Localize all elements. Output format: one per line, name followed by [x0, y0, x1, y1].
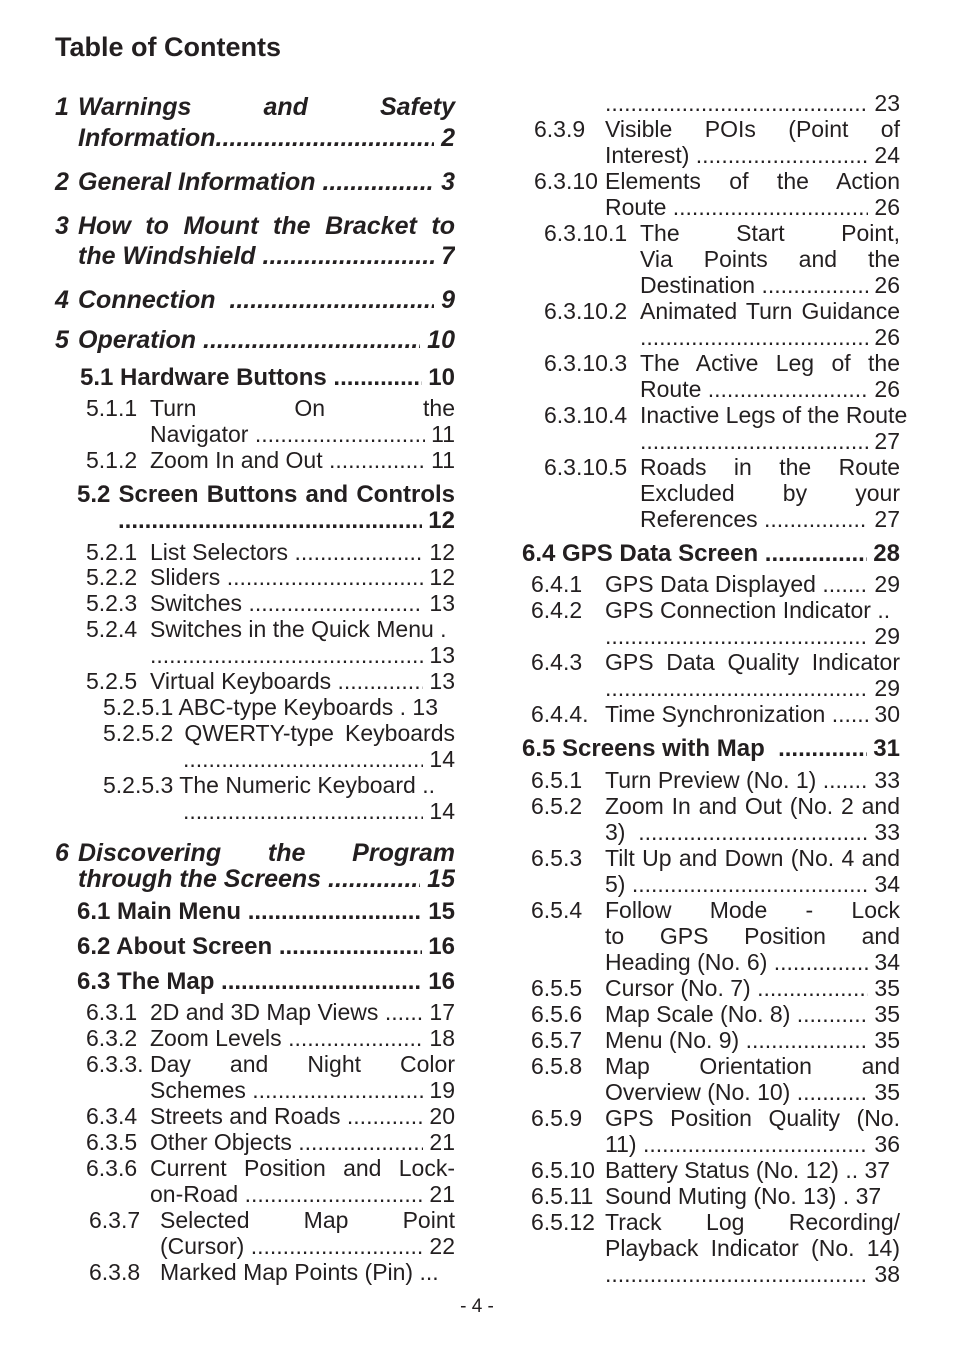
toc-entry-number: 6.3.9: [534, 116, 586, 142]
toc-entry: [0, 220, 954, 246]
toc-entry-page: 26: [868, 272, 900, 298]
toc-entry: [0, 871, 954, 897]
toc-entry-title: 6.5 Screens with Map: [522, 735, 779, 762]
toc-entry-page: 21: [423, 1129, 455, 1155]
toc-entry-page: 30: [868, 701, 900, 727]
toc-entry-page: 35: [868, 975, 900, 1001]
toc-entry-text: Excluded by your: [640, 480, 900, 506]
toc-dot-leader: [632, 871, 868, 897]
toc-entry-text: Inactive Legs of the Route: [640, 402, 908, 428]
page-number: - 4 -: [460, 1296, 494, 1317]
toc-entry-text: [605, 767, 900, 793]
toc-dot-leader: [746, 1027, 868, 1053]
toc-entry-page: 13: [423, 642, 455, 668]
toc-entry-text: 5.2.5.3 The Numeric Keyboard ..: [103, 772, 435, 798]
toc-dot-leader: [757, 975, 868, 1001]
toc-entry-title: 6.2 About Screen: [77, 933, 279, 960]
toc-entry-text: GPS Connection Indicator ..: [605, 597, 891, 623]
toc-entry-page: 12: [423, 539, 455, 565]
toc-entry-text: GPS Position Quality (No.: [605, 1105, 900, 1131]
toc-entry: [0, 376, 954, 402]
toc-entry-number: 6.4.3: [531, 649, 583, 675]
toc-entry: [0, 734, 954, 764]
toc-entry-number: 3: [55, 212, 69, 240]
toc-entry-title: 5): [605, 871, 632, 897]
toc-entry-title: Cursor (No. 7): [605, 975, 758, 1001]
toc-entry-page: 10: [420, 326, 455, 354]
toc-entry-title: Route: [605, 194, 673, 220]
toc-entry-page: 7: [434, 242, 455, 270]
toc-entry-title: Navigator: [150, 421, 255, 447]
toc-dot-leader: [764, 506, 868, 532]
toc-entry-text: to GPS Position and: [605, 923, 900, 949]
toc-entry-number: 5.2.5: [86, 668, 138, 694]
toc-entry-number: 6.3.4: [86, 1103, 138, 1129]
toc-entry-page: 29: [868, 571, 900, 597]
toc-entry-number: 6.5.9: [531, 1105, 583, 1131]
toc-entry: [0, 1131, 954, 1157]
toc-entry-number: 6.3.10.1: [544, 220, 628, 246]
toc-entry-title: General Information: [78, 168, 323, 196]
toc-entry-text: Tilt Up and Down (No. 4 and: [605, 845, 900, 871]
toc-entry: [0, 597, 954, 623]
toc-entry-number: 6.5.5: [531, 975, 583, 1001]
toc-entry: [0, 142, 954, 168]
toc-entry-text: 5.2 Screen Buttons and Controls: [77, 481, 455, 508]
toc-entry-page: 36: [868, 1131, 900, 1157]
toc-entry-number: 6.3.5: [86, 1129, 138, 1155]
toc-entry-text: Roads in the Route: [640, 454, 900, 480]
toc-entry-text: Switches in the Quick Menu .: [150, 616, 447, 642]
toc-dot-leader: [778, 734, 867, 764]
toc-entry: [0, 1183, 954, 1209]
toc-entry-page: 15: [420, 865, 455, 893]
toc-entry-text: [605, 571, 900, 597]
toc-entry-number: 6.5.4: [531, 897, 583, 923]
toc-entry-title: Time Synchronization: [605, 701, 832, 727]
toc-entry-text: Current Position and Lock-: [150, 1155, 455, 1181]
toc-entry-text: Follow Mode - Lock: [605, 897, 900, 923]
toc-entry: [0, 701, 954, 727]
toc-entry-page: 26: [868, 376, 900, 402]
toc-entry-title: GPS Data Displayed: [605, 571, 823, 597]
toc-entry-title: 6.1 Main Menu: [77, 898, 248, 925]
toc-entry-text: [605, 1131, 900, 1157]
toc-entry-text: 5.2.5.1 ABC-type Keyboards . 13: [103, 694, 438, 720]
toc-entry-number: 6.3.2: [86, 1025, 138, 1051]
toc-entry: [0, 1079, 954, 1105]
toc-entry-page: 21: [423, 1181, 455, 1207]
toc-entry-text: [605, 194, 900, 220]
toc-entry: [0, 428, 954, 454]
toc-entry-page: 35: [868, 1027, 900, 1053]
toc-entry-title: Other Objects: [150, 1129, 299, 1155]
toc-entry-page: 18: [423, 1025, 455, 1051]
toc-entry-page: 26: [868, 324, 900, 350]
toc-entry-number: 6.5.2: [531, 793, 583, 819]
toc-entry-text: Turn On the: [150, 395, 455, 421]
toc-entry-text: Day and Night Color: [150, 1051, 455, 1077]
toc-entry: [0, 272, 954, 298]
toc-entry-title: on-Road: [150, 1181, 245, 1207]
toc-entry-text: [640, 428, 900, 454]
toc-entry-page: 13: [423, 590, 455, 616]
toc-entry-title: Schemes: [150, 1077, 253, 1103]
toc-entry: [0, 480, 954, 506]
toc-entry-page: 12: [421, 507, 455, 534]
toc-entry: [0, 767, 954, 793]
toc-entry-number: 6.3.10: [534, 168, 598, 194]
toc-entry-title: Route: [640, 376, 708, 402]
toc-entry-title: Streets and Roads: [150, 1103, 347, 1129]
toc-entry-text: [605, 1001, 900, 1027]
toc-entry-text: Zoom In and Out (No. 2 and: [605, 793, 900, 819]
toc-entry-page: 33: [868, 819, 900, 845]
toc-entry: [0, 506, 954, 532]
toc-entry-number: 5.2.2: [86, 564, 138, 590]
toc-entry: [0, 975, 954, 1001]
toc-entry-text: [605, 1261, 900, 1287]
toc-entry-text: Playback Indicator (No. 14): [605, 1235, 900, 1261]
toc-entry-text: Animated Turn Guidance: [640, 298, 900, 324]
toc-entry-text: Battery Status (No. 12) .. 37: [605, 1157, 891, 1183]
toc-entry-number: 2: [55, 168, 69, 196]
toc-dot-leader: [640, 428, 868, 454]
toc-dot-leader: [640, 324, 868, 350]
toc-entry-text: Map Orientation and: [605, 1053, 900, 1079]
toc-entry-text: Discovering the Program: [78, 839, 455, 867]
toc-entry-page: 16: [421, 933, 455, 960]
toc-entry-number: 6.3.1: [86, 999, 138, 1025]
toc-entry: [0, 1105, 954, 1131]
toc-entry-number: 1: [55, 93, 69, 121]
toc-entry-page: 13: [423, 668, 455, 694]
toc-entry-text: [605, 949, 900, 975]
toc-entry-page: 29: [868, 623, 900, 649]
toc-entry: [0, 1209, 954, 1235]
toc-dot-leader: [605, 1261, 868, 1287]
toc-entry: [0, 897, 954, 923]
toc-entry: [0, 923, 954, 949]
toc-entry-text: Marked Map Points (Pin) ...: [160, 1259, 439, 1285]
toc-entry-number: 6: [55, 839, 69, 867]
toc-entry-text: [640, 324, 900, 350]
toc-entry-title: Menu (No. 9): [605, 1027, 746, 1053]
toc-entry-text: [605, 871, 900, 897]
toc-entry-number: 6.5.6: [531, 1001, 583, 1027]
toc-entry-title: Sliders: [150, 564, 227, 590]
toc-entry-page: 33: [868, 767, 900, 793]
toc-entry-title: 3): [605, 819, 639, 845]
toc-entry-page: 31: [866, 735, 900, 762]
toc-entry: [0, 675, 954, 701]
toc-entry-title: Switches: [150, 590, 249, 616]
toc-entry-text: GPS Data Quality Indicator: [605, 649, 900, 675]
toc-entry-number: 5.1.2: [86, 447, 138, 473]
toc-entry-number: 6.5.10: [531, 1157, 595, 1183]
toc-entry-text: The Active Leg of the: [640, 350, 900, 376]
toc-entry-title: 5.1 Hardware Buttons: [80, 364, 334, 391]
toc-entry-text: [605, 1027, 900, 1053]
toc-entry-page: 2: [434, 124, 455, 152]
toc-entry-number: 6.3.10.5: [544, 454, 628, 480]
toc-entry-number: 6.3.6: [86, 1155, 138, 1181]
toc-entry-text: 5.2.5.2 QWERTY-type Keyboards: [103, 720, 455, 746]
toc-entry: [0, 1235, 954, 1261]
toc-entry-title: Virtual Keyboards: [150, 668, 338, 694]
toc-dot-leader: [605, 623, 868, 649]
toc-entry-number: 6.4.1: [531, 571, 583, 597]
toc-entry-page: 27: [868, 428, 900, 454]
toc-entry: [0, 350, 954, 376]
toc-entry: [0, 324, 954, 350]
toc-entry-title: Overview (No. 10): [605, 1079, 797, 1105]
toc-entry-page: 35: [868, 1001, 900, 1027]
toc-entry-title: 6.3 The Map: [77, 968, 222, 995]
toc-entry-text: [522, 539, 900, 569]
toc-entry-text: [605, 142, 900, 168]
toc-dot-leader: [673, 194, 868, 220]
toc-entry-number: 6.3.8: [89, 1259, 141, 1285]
toc-entry: [0, 623, 954, 649]
toc-entry-page: 29: [868, 675, 900, 701]
toc-dot-leader: [774, 949, 868, 975]
toc-entry: [0, 539, 954, 569]
toc-entry-number: 6.5.11: [531, 1183, 594, 1209]
page-title: Table of Contents: [55, 32, 281, 62]
toc-entry-number: 6.3.10.3: [544, 350, 628, 376]
toc-entry-title: Information: [78, 124, 216, 152]
toc-entry-text: [605, 623, 900, 649]
toc-entry-page: 11: [424, 447, 455, 473]
toc-dot-leader: [638, 819, 868, 845]
toc-entry-page: 9: [434, 286, 455, 314]
toc-entry-text: Sound Muting (No. 13) . 37: [605, 1183, 882, 1209]
toc-entry-page: 15: [421, 898, 455, 925]
toc-entry-number: 6.5.3: [531, 845, 583, 871]
toc-dot-leader: [643, 1131, 868, 1157]
toc-entry-page: 16: [421, 968, 455, 995]
toc-entry: [0, 298, 954, 324]
toc-entry: [0, 649, 954, 675]
toc-entry: [0, 845, 954, 871]
toc-entry-number: 5.2.4: [86, 616, 138, 642]
toc-entry-page: 26: [868, 194, 900, 220]
toc-entry-page: 28: [866, 540, 900, 567]
toc-dot-leader: [708, 376, 868, 402]
toc-entry-text: [605, 90, 900, 116]
toc-entry: [0, 116, 954, 142]
toc-entry: [0, 246, 954, 272]
toc-entry: [0, 1053, 954, 1079]
toc-entry: [0, 402, 954, 428]
toc-entry-title: Connection: [78, 286, 230, 314]
toc-entry-page: 23: [868, 90, 900, 116]
toc-entry-page: 24: [868, 142, 900, 168]
toc-entry-title: Zoom Levels: [150, 1025, 289, 1051]
toc-dot-leader: [761, 272, 868, 298]
toc-entry-number: 6.4.4.: [531, 701, 589, 727]
toc-entry-number: 6.5.12: [531, 1209, 595, 1235]
toc-entry-number: 6.3.10.4: [544, 402, 628, 428]
toc-entry-text: Visible POIs (Point of: [605, 116, 900, 142]
toc-entry: [0, 793, 954, 819]
toc-entry-number: 6.3.10.2: [544, 298, 628, 324]
toc-entry-text: Warnings and Safety: [78, 93, 455, 121]
toc-entry-page: 10: [421, 364, 455, 391]
toc-dot-leader: [832, 701, 868, 727]
toc-entry-page: 12: [423, 564, 455, 590]
toc-entry-text: [605, 819, 900, 845]
toc-entry-text: [605, 975, 900, 1001]
toc-entry-text: Elements of the Action: [605, 168, 900, 194]
toc-entry-title: Turn Preview (No. 1): [605, 767, 823, 793]
toc-entry-page: 3: [434, 168, 455, 196]
toc-entry-text: Selected Map Point: [160, 1207, 455, 1233]
toc-entry: [0, 454, 954, 480]
toc-entry-title: Zoom In and Out: [150, 447, 329, 473]
toc-entry: [0, 1027, 954, 1053]
toc-dot-leader: [605, 675, 868, 701]
toc-dot-leader: [696, 142, 868, 168]
toc-entry: [0, 819, 954, 845]
toc-entry: [0, 1261, 954, 1287]
toc-entry-title: through the Screens: [78, 865, 329, 893]
toc-entry-title: 11): [605, 1131, 643, 1157]
toc-entry-number: 5.2.1: [86, 539, 138, 565]
toc-entry: [0, 194, 954, 220]
toc-entry-page: 22: [423, 1233, 455, 1259]
toc-entry-text: [605, 701, 900, 727]
toc-entry: [0, 1157, 954, 1183]
toc-entry-text: How to Mount the Bracket to: [78, 212, 455, 240]
toc-dot-leader: [765, 539, 867, 569]
toc-entry-text: [605, 675, 900, 701]
toc-entry-page: 34: [868, 871, 900, 897]
toc-dot-leader: [823, 767, 868, 793]
toc-dot-leader: [797, 1079, 868, 1105]
toc-entry: [0, 949, 954, 975]
toc-entry-title: (Cursor): [160, 1233, 251, 1259]
toc-entry-text: [640, 506, 900, 532]
toc-entry-text: Via Points and the: [640, 246, 900, 272]
toc-entry-page: 20: [423, 1103, 455, 1129]
toc-entry-number: 4: [55, 286, 69, 314]
toc-entry-text: [522, 734, 900, 764]
toc-entry-title: Heading (No. 6): [605, 949, 774, 975]
toc-entry-text: [640, 376, 900, 402]
toc-entry-number: 5.1.1: [86, 395, 138, 421]
toc-entry-number: 6.3.3.: [86, 1051, 144, 1077]
toc-entry: [0, 1001, 954, 1027]
toc-entry: [0, 571, 954, 597]
toc-entry: [0, 90, 954, 116]
toc-dot-leader: [822, 571, 868, 597]
toc-entry-text: [640, 272, 900, 298]
toc-entry-number: 6.4.2: [531, 597, 583, 623]
toc-entry-title: the Windshield: [78, 242, 263, 270]
toc-entry-number: 6.5.8: [531, 1053, 583, 1079]
toc-entry-number: 6.5.7: [531, 1027, 583, 1053]
toc-entry-page: 11: [424, 421, 455, 447]
toc-entry-number: 6.3.7: [89, 1207, 141, 1233]
toc-entry-title: References: [640, 506, 765, 532]
toc-entry-title: Interest): [605, 142, 696, 168]
toc-entry-number: 6.5.1: [531, 767, 583, 793]
toc-entry-page: 34: [868, 949, 900, 975]
toc-dot-leader: [797, 1001, 868, 1027]
toc-entry-page: 14: [423, 746, 455, 772]
toc-entry-title: Operation: [78, 326, 204, 354]
toc-entry-title: 6.4 GPS Data Screen: [522, 540, 765, 567]
toc-entry-page: 38: [868, 1261, 900, 1287]
toc-entry-title: 2D and 3D Map Views: [150, 999, 385, 1025]
toc-entry-number: 5.2.3: [86, 590, 138, 616]
toc-entry-title: Map Scale (No. 8): [605, 1001, 797, 1027]
toc-entry-page: 19: [423, 1077, 455, 1103]
toc-entry-text: Track Log Recording/: [605, 1209, 900, 1235]
toc-entry-number: 5: [55, 326, 69, 354]
toc-entry-text: The Start Point,: [640, 220, 900, 246]
toc-entry-title: List Selectors: [150, 539, 295, 565]
toc-dot-leader: [605, 90, 868, 116]
toc-entry-title: Destination: [640, 272, 762, 298]
toc-entry-page: 27: [868, 506, 900, 532]
toc-entry-page: 35: [868, 1079, 900, 1105]
toc-entry-page: 14: [423, 798, 455, 824]
toc-entry: [0, 168, 954, 194]
toc-entry-text: [605, 1079, 900, 1105]
toc-entry-page: 17: [423, 999, 455, 1025]
